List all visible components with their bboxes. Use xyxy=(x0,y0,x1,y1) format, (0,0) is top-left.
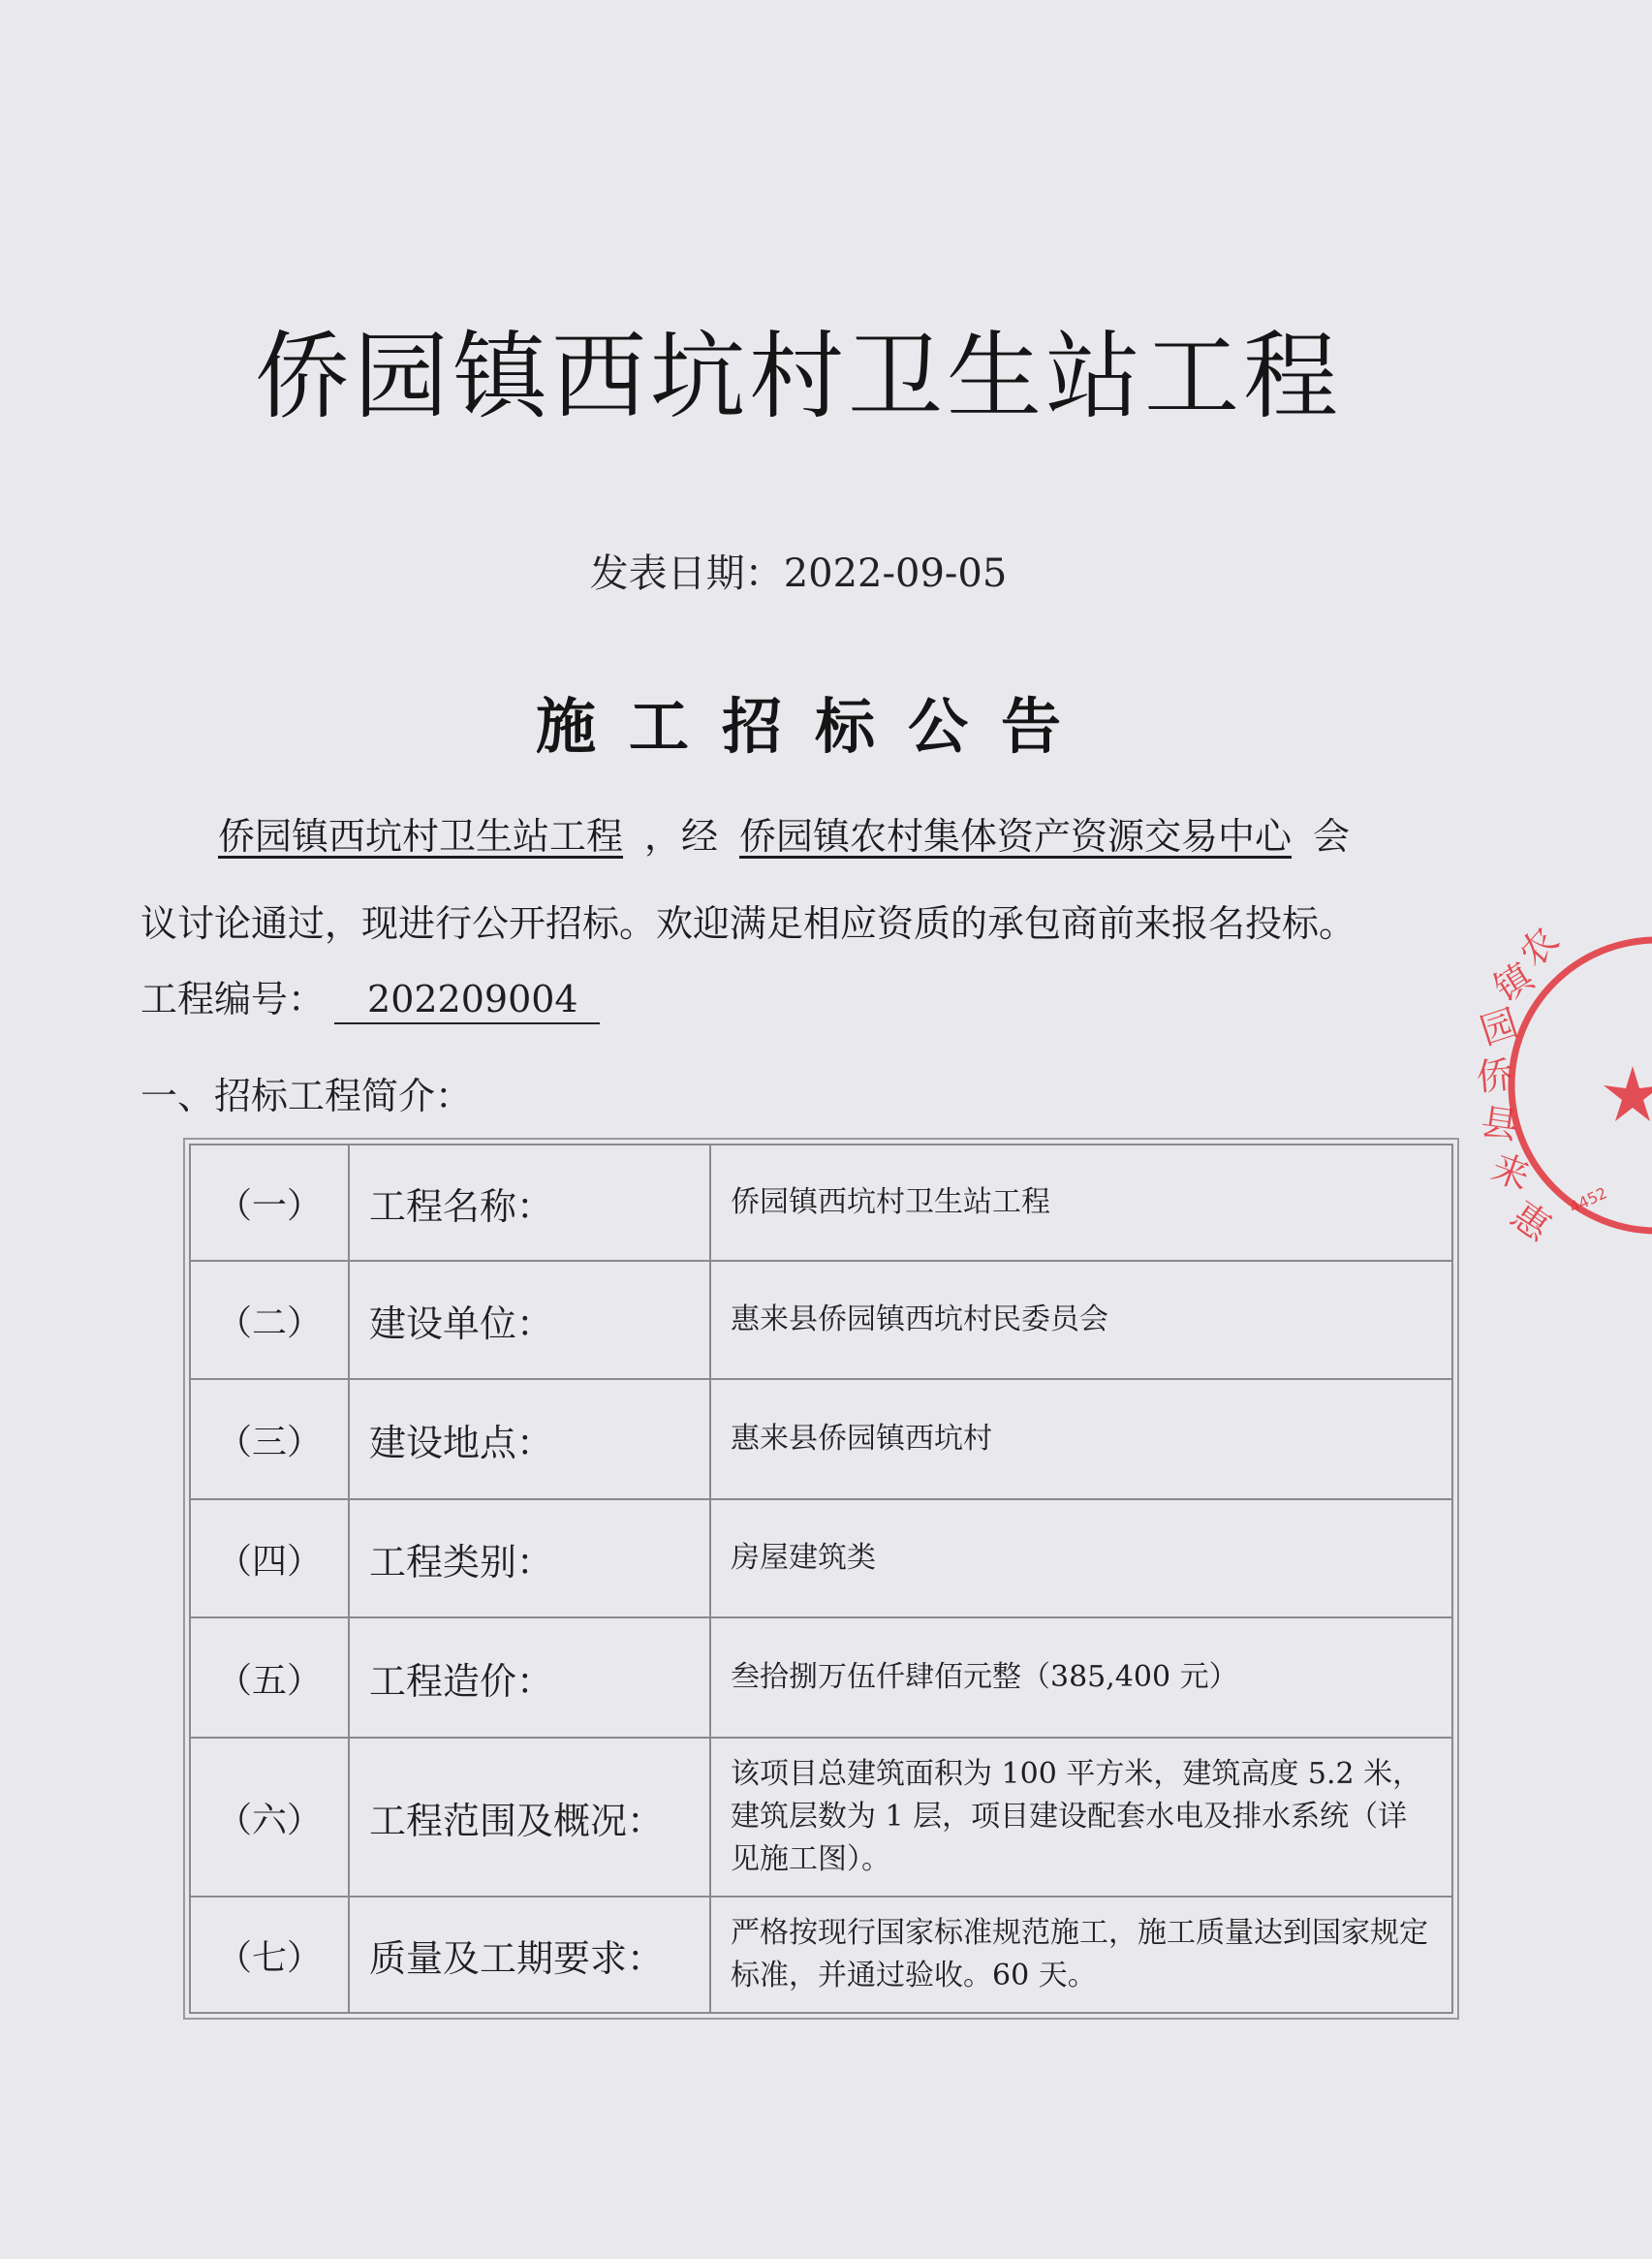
seal-graphic xyxy=(1475,919,1652,1250)
intro-via: ，经 xyxy=(644,815,719,858)
row-number: （六） xyxy=(190,1738,349,1897)
seal-star-icon xyxy=(1604,1066,1652,1121)
seal-text-char: 侨 xyxy=(1474,1052,1515,1099)
table-row xyxy=(190,1261,1452,1379)
project-number-label: 工程编号： xyxy=(140,978,326,1020)
row-value: 严格按现行国家标准规范施工，施工质量达到国家规定标准，并通过验收。60 天。 xyxy=(710,1897,1452,2013)
row-value: 侨园镇西坑村卫生站工程 xyxy=(710,1145,1452,1261)
intro-tail: 会 xyxy=(1313,815,1351,858)
seal-text-char: 镇 xyxy=(1486,955,1542,1011)
row-number: （三） xyxy=(190,1379,349,1499)
row-label: 工程名称： xyxy=(349,1145,710,1261)
seal-text-char: 来 xyxy=(1485,1145,1536,1199)
row-label: 工程范围及概况： xyxy=(349,1738,710,1897)
row-number: （一） xyxy=(190,1145,349,1261)
row-label: 工程造价： xyxy=(349,1617,710,1738)
table-row xyxy=(190,1897,1452,2013)
table-row xyxy=(190,1499,1452,1617)
official-seal xyxy=(1458,919,1652,1250)
intro-organization: 侨园镇农村集体资产资源交易中心 xyxy=(739,815,1293,858)
row-value: 惠来县侨园镇西坑村 xyxy=(710,1379,1452,1499)
table-row xyxy=(190,1738,1452,1897)
notice-subtitle: 施工招标公告 xyxy=(535,691,1094,762)
row-number: （五） xyxy=(190,1617,349,1738)
seal-text-char: 农 xyxy=(1510,919,1568,976)
table-row xyxy=(190,1379,1452,1499)
project-number xyxy=(140,969,600,1024)
row-label: 质量及工期要求： xyxy=(349,1897,710,2013)
row-label: 建设地点： xyxy=(349,1379,710,1499)
project-number-value: 202209004 xyxy=(334,978,600,1024)
intro-line-2: 议讨论通过，现进行公开招标。欢迎满足相应资质的承包商前来报名投标。 xyxy=(140,902,1356,945)
publish-date xyxy=(0,543,1597,598)
row-value: 叁拾捌万伍仟肆佰元整（385,400 元） xyxy=(710,1617,1452,1738)
table-row xyxy=(190,1145,1452,1261)
seal-text-char: 县 xyxy=(1478,1100,1521,1148)
intro-project-name: 侨园镇西坑村卫生站工程 xyxy=(218,815,624,858)
seal-text-char: 园 xyxy=(1475,1000,1523,1053)
row-number: （四） xyxy=(190,1499,349,1617)
seal-number: 4452 xyxy=(1566,1183,1610,1217)
table-row xyxy=(190,1617,1452,1738)
intro-paragraph xyxy=(140,793,1458,967)
project-info-table xyxy=(189,1144,1453,2014)
date-value: 2022-09-05 xyxy=(783,551,1008,596)
seal-text-char: 惠 xyxy=(1503,1193,1559,1250)
row-number: （二） xyxy=(190,1261,349,1379)
row-value: 惠来县侨园镇西坑村民委员会 xyxy=(710,1261,1452,1379)
row-value: 房屋建筑类 xyxy=(710,1499,1452,1617)
section-heading: 一、招标工程简介： xyxy=(140,1075,473,1117)
row-label: 建设单位： xyxy=(349,1261,710,1379)
date-label: 发表日期： xyxy=(589,551,784,596)
document-title: 侨园镇西坑村卫生站工程 xyxy=(254,322,1342,432)
row-label: 工程类别： xyxy=(349,1499,710,1617)
row-number: （七） xyxy=(190,1897,349,2013)
row-value: 该项目总建筑面积为 100 平方米，建筑高度 5.2 米，建筑层数为 1 层，项目建设配套水电及排水系统（详见施工图）。 xyxy=(710,1738,1452,1897)
